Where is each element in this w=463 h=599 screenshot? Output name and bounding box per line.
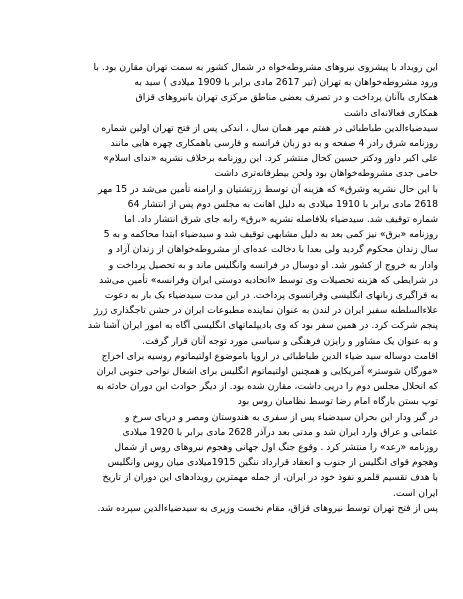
text-line: پنجم شرکت کرد. در همین سفر بود که وی بادیپلماتهای انگلیسی آگاه به امور ایران آشنا شد	[87, 320, 438, 332]
text-line: روزنامه «برق» نیز کمی بعد به دلیل مشابهی توقیف شد و سیدضیاء ابتدا محاکمه و به 5	[103, 229, 438, 241]
paragraph-1	[20, 60, 438, 121]
text-line: در شرایطی که هزینه تحصیلات وی توسط «اتحادیه دوستی ایران وفرانسه» تأمین می‌شد	[99, 274, 438, 286]
text-line: علاءالسلطنه سفیر ایران در لندن به عنوان نماینده مطبوعات ایران در جشن تاجگذاری ژرژ	[93, 305, 438, 317]
text-line: با هدف تقسیم قلمرو نفوذ خود در ایران، از جمله مهمترین رویدادهای این دوران از تاریخ	[102, 472, 438, 484]
text-line: توپ بستن بارگاه امام رضا توسط نظامیان روس بود	[237, 396, 438, 408]
text-line: اقامت دوساله سید ضیاء الدین طباطبائی در اروپا باموضوع اولتیماتوم روسیه برای اخراج	[101, 350, 438, 362]
text-line: که انحلال مجلس دوم را درپی داشت، مقارن شده بود. از دیگر حوادث این دوران حادثه به	[96, 381, 438, 393]
text-line: «مورگان شوستر» آمریکایی و همچنین اولتیماتوم انگلیس برای اشغال نواحی جنوبی ایران	[96, 366, 438, 378]
paragraph-2	[20, 121, 438, 182]
text-line: حامی جدی مشروطه‌خواهان بود ولحن بیطرفانه‌تری داشت	[214, 168, 438, 180]
text-line: وادار به خروج از کشور شد. او دوسال در فرانسه وانگلیس ماند و به تحصیل پرداخت و	[108, 259, 438, 271]
text-line: علی اکبر داور ودکتر حسین کحال منتشر کرد. این روزنامه برخلاف نشریه «ندای اسلام»	[103, 153, 438, 165]
text-line: پس از فتح تهران توسط نیروهای قزاق، مقام نخست وزیری به سیدضیاءالدین سپرده شد.	[97, 502, 438, 514]
text-line: ایران است.	[392, 487, 438, 499]
text-line: همکاری فعالانه‌ای داشت	[343, 107, 438, 119]
text-line: عثمانی و عراق وارد ایران شد و مدتی بعد درآذر 2628 مادی برابر با 1920 میلادی	[122, 426, 438, 438]
paragraph-4	[20, 410, 438, 501]
paragraph-5	[20, 501, 438, 516]
text-line: روزنامه «رعد» را منتشر کرد . وقوع جنگ اول جهانی وهجوم نیروهای روس از شمال	[114, 442, 438, 454]
paragraph-3	[20, 182, 438, 410]
text-line: این رویداد با پیشروی نیروهای مشروطه‌خواه در شمال کشور به سمت تهران مقارن بود. با	[93, 62, 438, 73]
text-line: با این حال نشریه وشرق» که هزینه آن توسط زرتشتیان و ارامنه تأمین می‌شد در 15 مهر	[97, 183, 438, 195]
text-line: به فراگیری زبانهای انگلیسی وفرانسوی پرداخت. در این مدت سیدضیاء یک بار به دعوت	[104, 290, 438, 302]
text-line: سیدضیاءالدین طباطبائی در هفتم مهر همان سال ، اندکی پس از فتح تهران اولین شماره	[101, 122, 438, 134]
text-line: روزنامه شرق رادر 4 صفحه و به دو زبان فرانسه و فارسی باهمکاری چهره هایی مانند	[110, 138, 438, 150]
text-line: همکاری باآنان پرداخت و در تصرف بعضی مناطق مرکزی تهران بانیروهای قزاق	[135, 92, 438, 104]
text-line: شماره توقیف شد. سیدضیاء بلافاصله نشریه «برق» رابه جای شرق انتشار داد. اما	[124, 214, 438, 226]
text-line: وهجوم قوای انگلیس از جنوب و انعقاد قرارداد ننگین 1915میلادی میان روس وانگلیس	[107, 457, 438, 469]
text-line: سال زندان محکوم گردید ولی بعدا با دخالت عده‌ای از مشروطه‌خواهان از زندان آزاد و	[108, 244, 438, 256]
text-line: در گیر ودار این بحران سیدضیاء پس از سفری به هندوستان ومصر و دریای سرخ و	[125, 411, 438, 423]
text-line: ورود مشروطه‌خواهان به تهران (تیر 2617 مادی برابر با 1909 میلادی ) سید به	[134, 77, 438, 89]
text-line: و به عنوان یک مشاور و رایزن فرهنگی و سیاسی مورد توجه آنان قرار گرفت.	[142, 335, 438, 347]
text-line: 2618 مادی برابر با 1910 میلادی به دلیل اهانت به مجلس دوم پس از انتشار 64	[127, 198, 438, 210]
